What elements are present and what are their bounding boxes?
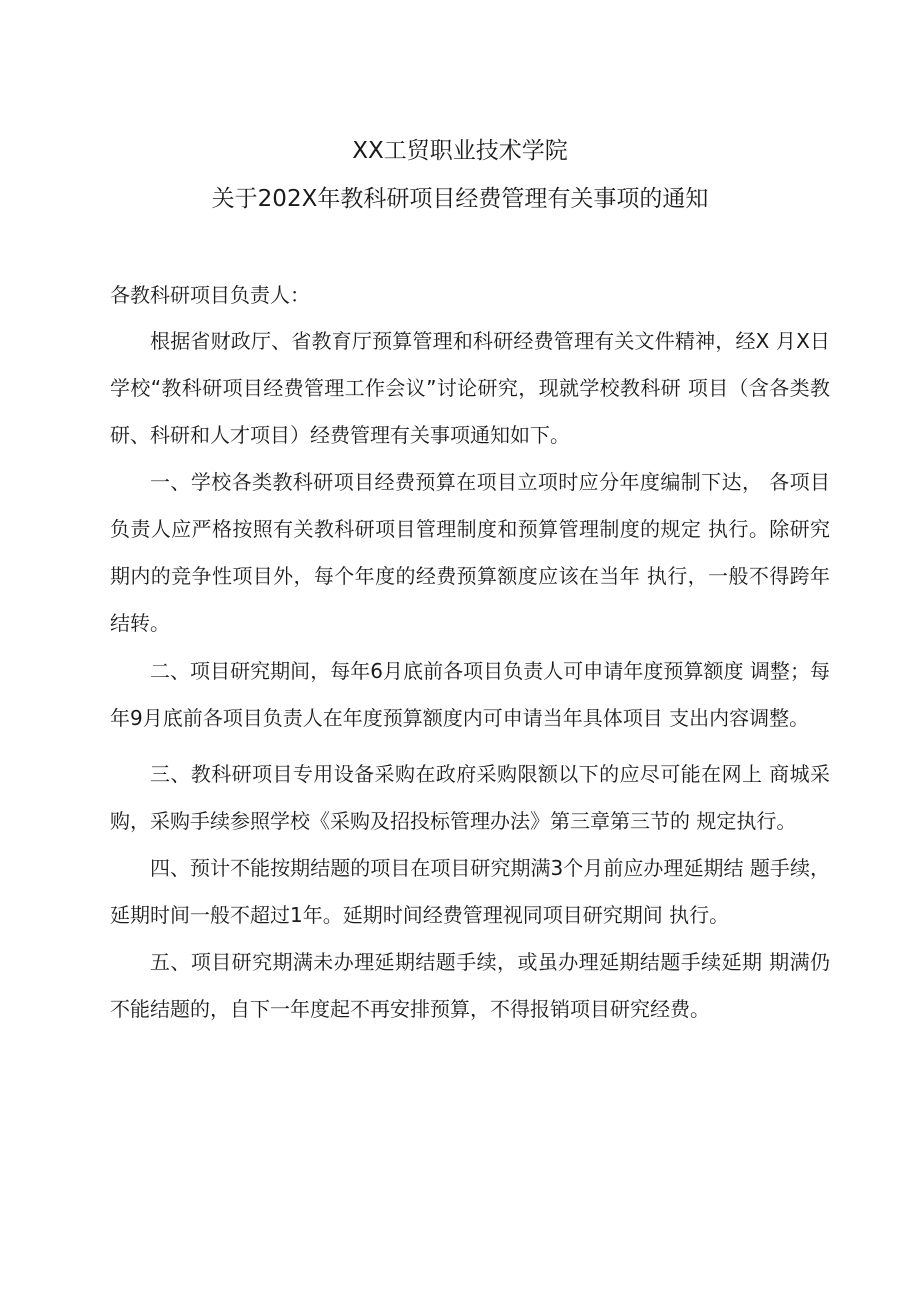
paragraph-item-1: 一、学校各类教科研项目经费预算在项目立项时应分年度编制下达， 各项目负责人应严格按照有关教科研项目管理制度和预算管理制度的规定 执行。除研究期内的竞争性项目外，每个年度的经费预算额度应该在当年 执行，一般不得跨年结转。 [110,470,830,635]
paragraph-intro: 根据省财政厅、省教育厅预算管理和科研经费管理有关文件精神，经X 月X日学校“教科研项目经费管理工作会议”讨论研究，现就学校教科研 项目（含各类教研、科研和人才项目）经费管理有关事项通知如下。 [110,329,830,447]
salutation: 各教科研项目负责人： [110,283,310,307]
document-title-institution: XX工贸职业技术学院 [352,138,568,164]
paragraph-item-5: 五、项目研究期满未办理延期结题手续，或虽办理延期结题手续延期 期满仍不能结题的，自下一年度起不再安排预算，不得报销项目研究经费。 [110,950,830,1021]
paragraph-item-3: 三、教科研项目专用设备采购在政府采购限额以下的应尽可能在网上 商城采购，采购手续参照学校《采购及招投标管理办法》第三章第三节的 规定执行。 [110,762,830,833]
paragraph-item-2: 二、项目研究期间，每年6月底前各项目负责人可申请年度预算额度 调整；每年9月底前各项目负责人在年度预算额度内可申请当年具体项目 支出内容调整。 [110,659,830,730]
paragraph-item-4: 四、预计不能按期结题的项目在项目研究期满3个月前应办理延期结 题手续，延期时间一般不超过1年。延期时间经费管理视同项目研究期间 执行。 [110,856,830,927]
document-title-notice: 关于202X年教科研项目经费管理有关事项的通知 [211,186,709,212]
